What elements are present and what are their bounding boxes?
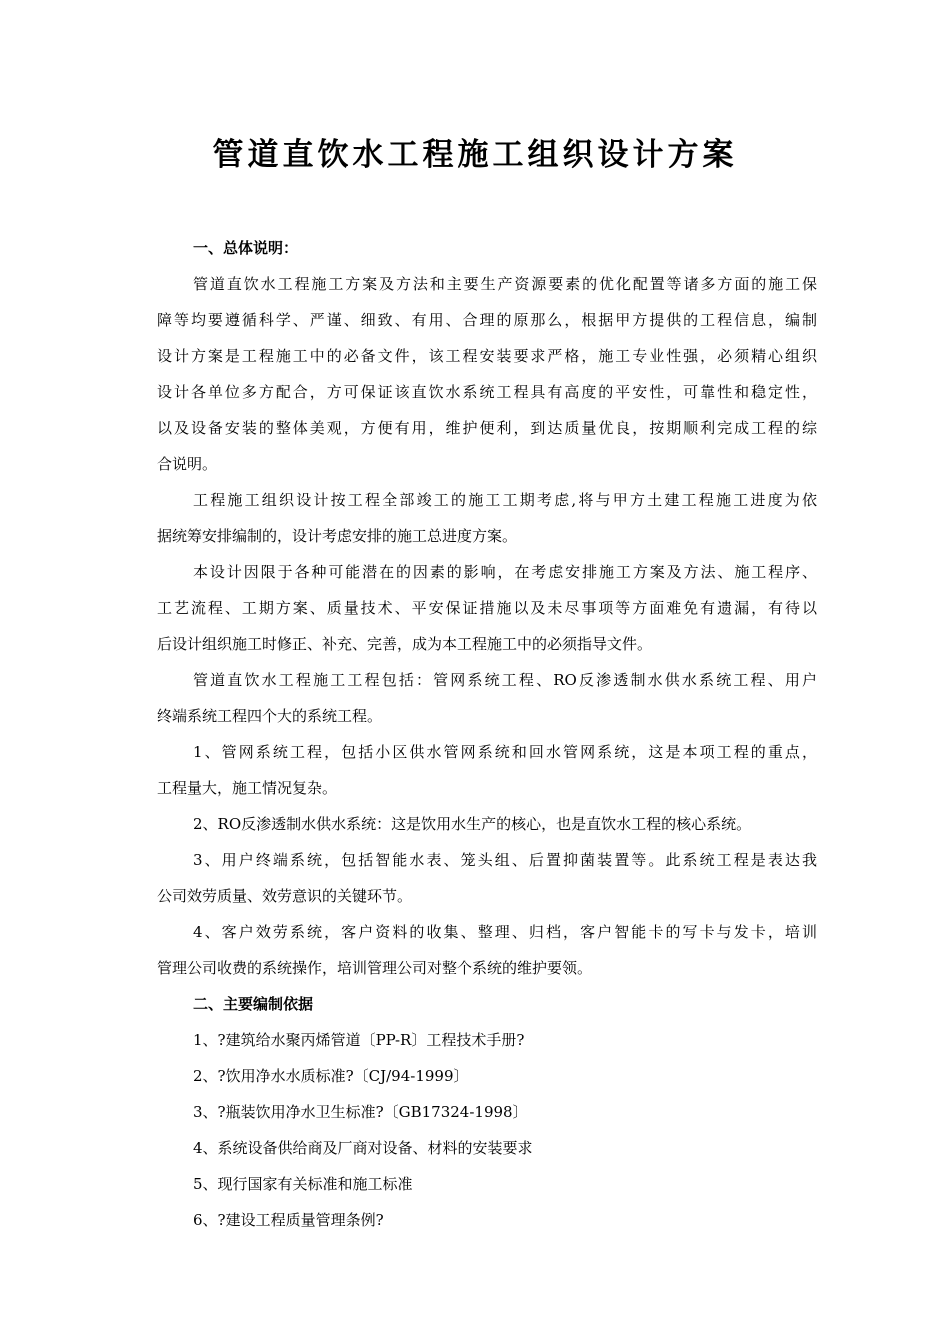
list-item: 5、现行国家有关标准和施工标准	[193, 1175, 413, 1193]
paragraph-line: 设计方案是工程施工中的必备文件，该工程安装要求严格，施工专业性强，必须精心组织	[157, 347, 817, 365]
paragraph-line: 4、客户效劳系统，客户资料的收集、整理、归档，客户智能卡的写卡与发卡，培训	[193, 923, 817, 941]
paragraph-line: 终端系统工程四个大的系统工程。	[157, 707, 383, 725]
paragraph-line: 3、用户终端系统，包括智能水表、笼头组、后置抑菌装置等。此系统工程是表达我	[193, 851, 817, 869]
list-item: 6、?建设工程质量管理条例?	[193, 1211, 384, 1229]
section-heading-overview: 一、总体说明：	[193, 239, 299, 257]
paragraph-line: 设计各单位多方配合，方可保证该直饮水系统工程具有高度的平安性，可靠性和稳定性，	[157, 383, 817, 401]
paragraph-line: 管道直饮水工程施工工程包括：管网系统工程、RO反渗透制水供水系统工程、用户	[193, 671, 817, 689]
list-item: 4、系统设备供给商及厂商对设备、材料的安装要求	[193, 1139, 533, 1157]
paragraph-line: 1、管网系统工程，包括小区供水管网系统和回水管网系统，这是本项工程的重点，	[193, 743, 817, 761]
document-body	[157, 230, 817, 1238]
paragraph-line: 据统筹安排编制的，设计考虑安排的施工总进度方案。	[157, 527, 518, 545]
section-heading-basis: 二、主要编制依据	[193, 995, 314, 1013]
paragraph-line: 工艺流程、工期方案、质量技术、平安保证措施以及未尽事项等方面难免有遗漏，有待以	[157, 599, 817, 617]
paragraph-line: 障等均要遵循科学、严谨、细致、有用、合理的原那么，根据甲方提供的工程信息，编制	[157, 311, 817, 329]
list-item: 1、?建筑给水聚丙烯管道〔PP-R〕工程技术手册?	[193, 1031, 525, 1049]
paragraph-line: 管理公司收费的系统操作，培训管理公司对整个系统的维护要领。	[157, 959, 593, 977]
paragraph-line: 以及设备安装的整体美观，方便有用，维护便利，到达质量优良，按期顺利完成工程的综	[157, 419, 817, 437]
list-item: 3、?瓶装饮用净水卫生标准?〔GB17324-1998〕	[193, 1103, 528, 1121]
paragraph-line: 公司效劳质量、效劳意识的关键环节。	[157, 887, 413, 905]
paragraph-line: 2、RO反渗透制水供水系统：这是饮用水生产的核心，也是直饮水工程的核心系统。	[193, 815, 752, 833]
paragraph-line: 后设计组织施工时修正、补充、完善，成为本工程施工中的必须指导文件。	[157, 635, 653, 653]
paragraph-line: 合说明。	[157, 455, 218, 473]
paragraph-line: 本设计因限于各种可能潜在的因素的影响，在考虑安排施工方案及方法、施工程序、	[193, 563, 817, 581]
paragraph-line: 工程施工组织设计按工程全部竣工的施工工期考虑,将与甲方土建工程施工进度为依	[193, 491, 817, 509]
list-item: 2、?饮用净水水质标准?〔CJ/94-1999〕	[193, 1067, 469, 1085]
paragraph-line: 工程量大，施工情况复杂。	[157, 779, 338, 797]
document-title: 管道直饮水工程施工组织设计方案	[212, 137, 738, 173]
paragraph-line: 管道直饮水工程施工方案及方法和主要生产资源要素的优化配置等诸多方面的施工保	[193, 275, 817, 293]
